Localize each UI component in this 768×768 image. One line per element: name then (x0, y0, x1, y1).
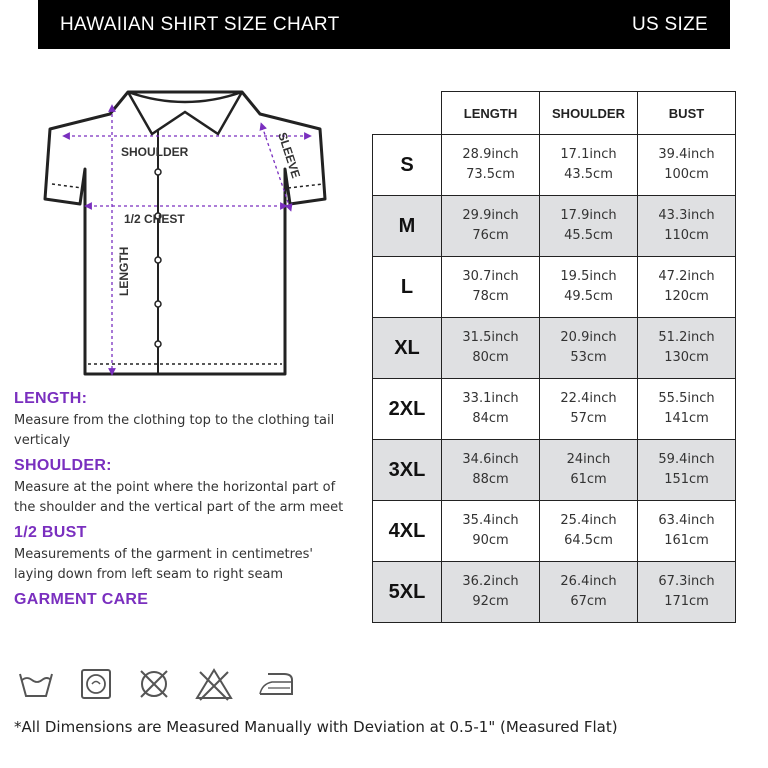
page-header (38, 0, 730, 49)
measurement-footnote: *All Dimensions are Measured Manually with Deviation at 0.5-1" (Measured Flat) (14, 718, 618, 736)
garment-care-title: GARMENT CARE (14, 591, 149, 608)
size-label: 4XL (373, 501, 442, 562)
length-cell: 28.9inch 73.5cm (442, 135, 540, 196)
shoulder-cell: 17.1inch 43.5cm (540, 135, 638, 196)
bust-cell: 51.2inch 130cm (638, 318, 736, 379)
shirt-diagram (40, 84, 340, 384)
column-header-shoulder: SHOULDER (540, 92, 638, 135)
measurement-notes (14, 390, 354, 609)
shoulder-cell: 26.4inch 67cm (540, 562, 638, 623)
size-label: L (373, 257, 442, 318)
bust-cell: 43.3inch 110cm (638, 196, 736, 257)
chest-label: 1/2 CHEST (124, 212, 185, 226)
size-label: S (373, 135, 442, 196)
length-note-text: Measure from the clothing top to the clothing tail verticaly (14, 413, 335, 448)
size-label: 2XL (373, 379, 442, 440)
table-corner (373, 92, 442, 135)
shoulder-cell: 20.9inch 53cm (540, 318, 638, 379)
do-not-dry-clean-icon (136, 666, 172, 702)
table-row (373, 257, 736, 318)
size-label: XL (373, 318, 442, 379)
length-cell: 29.9inch 76cm (442, 196, 540, 257)
size-label: 3XL (373, 440, 442, 501)
length-label: LENGTH (117, 246, 131, 296)
bust-cell: 39.4inch 100cm (638, 135, 736, 196)
size-label: 5XL (373, 562, 442, 623)
shoulder-note-text: Measure at the point where the horizontal part of the shoulder and the vertical part of the arm meet (14, 480, 344, 515)
size-system-label: US SIZE (631, 13, 708, 35)
shoulder-note-title: SHOULDER: (14, 457, 112, 474)
table-row (373, 379, 736, 440)
chart-title: HAWAIIAN SHIRT SIZE CHART (60, 13, 340, 35)
table-row (373, 135, 736, 196)
shoulder-cell: 22.4inch 57cm (540, 379, 638, 440)
tumble-dry-icon (78, 666, 114, 702)
table-row (373, 318, 736, 379)
care-icons (16, 666, 296, 702)
bust-note-text: Measurements of the garment in centimetres' laying down from left seam to right seam (14, 547, 313, 582)
bust-cell: 55.5inch 141cm (638, 379, 736, 440)
bust-cell: 63.4inch 161cm (638, 501, 736, 562)
shoulder-label: SHOULDER (121, 145, 189, 159)
length-cell: 33.1inch 84cm (442, 379, 540, 440)
shoulder-cell: 19.5inch 49.5cm (540, 257, 638, 318)
table-row (373, 440, 736, 501)
column-header-length: LENGTH (442, 92, 540, 135)
length-note-title: LENGTH: (14, 390, 88, 407)
length-cell: 34.6inch 88cm (442, 440, 540, 501)
bust-note-title: 1/2 BUST (14, 524, 87, 541)
do-not-bleach-icon (194, 666, 234, 702)
length-cell: 36.2inch 92cm (442, 562, 540, 623)
iron-icon (256, 666, 296, 702)
size-label: M (373, 196, 442, 257)
table-row (373, 196, 736, 257)
shoulder-cell: 24inch 61cm (540, 440, 638, 501)
size-table (372, 91, 736, 623)
bust-cell: 47.2inch 120cm (638, 257, 736, 318)
bust-cell: 67.3inch 171cm (638, 562, 736, 623)
length-cell: 31.5inch 80cm (442, 318, 540, 379)
hand-wash-icon (16, 666, 56, 702)
length-cell: 30.7inch 78cm (442, 257, 540, 318)
shoulder-cell: 25.4inch 64.5cm (540, 501, 638, 562)
table-row (373, 501, 736, 562)
length-cell: 35.4inch 90cm (442, 501, 540, 562)
sleeve-label: SLEEVE (275, 130, 304, 180)
table-header-row (373, 92, 736, 135)
table-row (373, 562, 736, 623)
column-header-bust: BUST (638, 92, 736, 135)
bust-cell: 59.4inch 151cm (638, 440, 736, 501)
shoulder-cell: 17.9inch 45.5cm (540, 196, 638, 257)
